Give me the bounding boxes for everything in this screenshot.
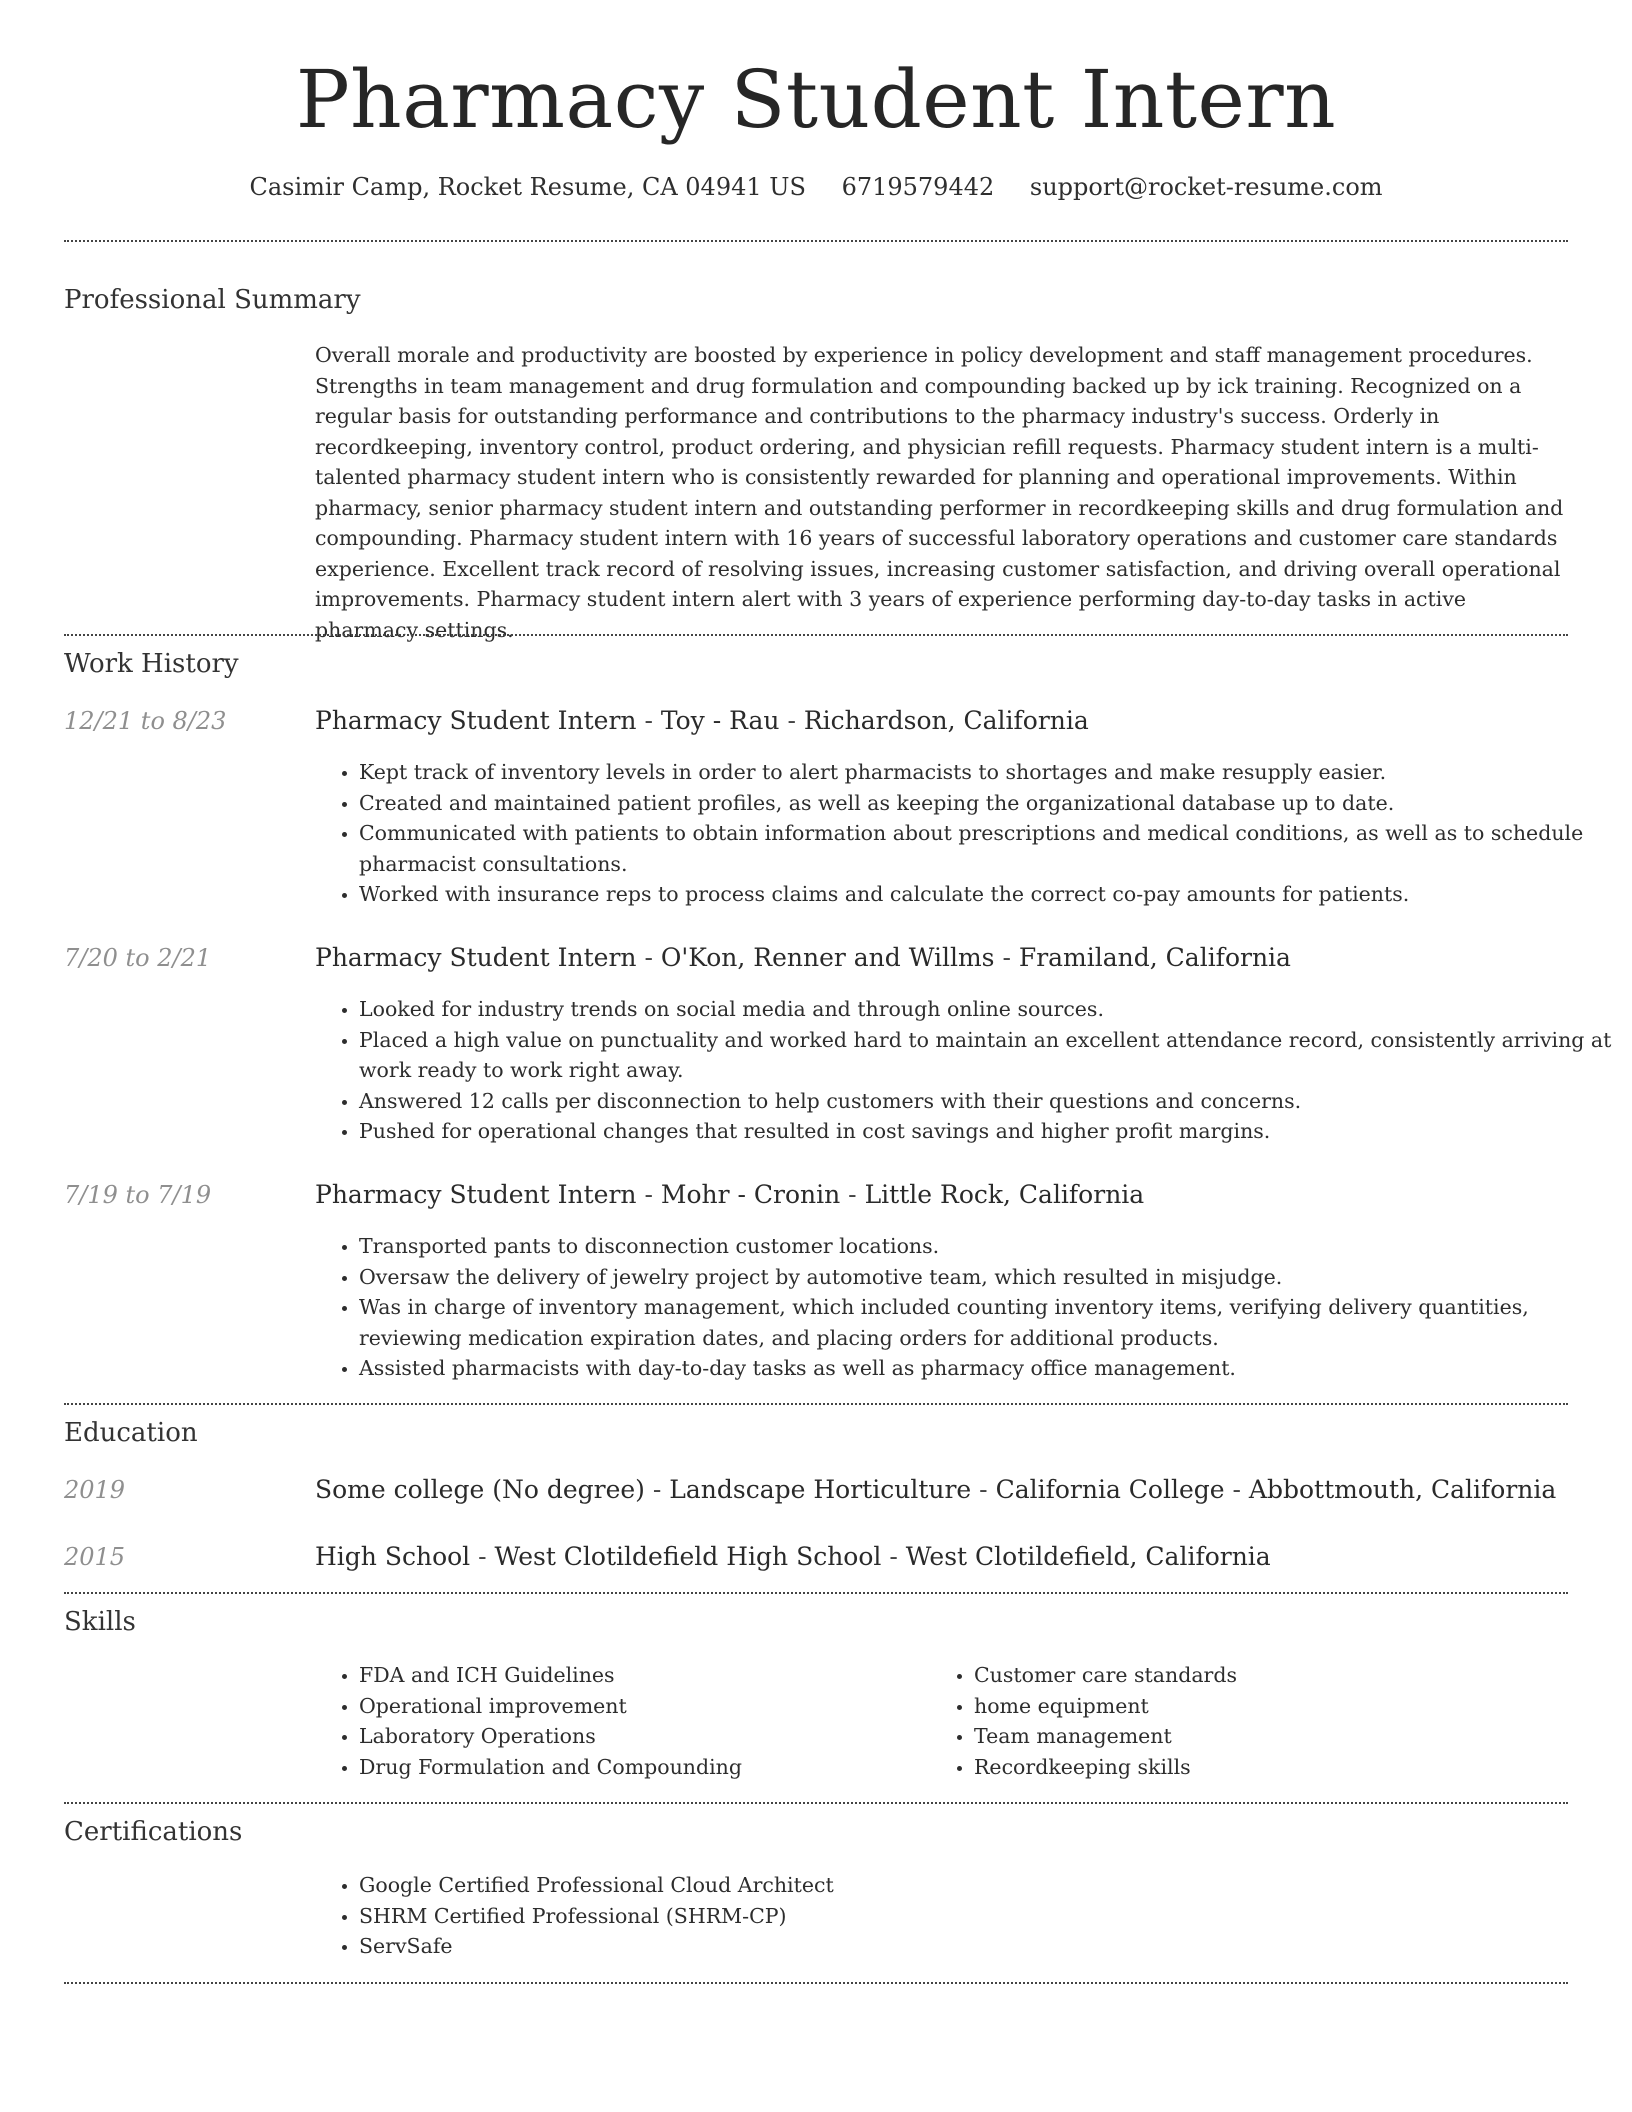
contact-email: support@rocket-resume.com: [1029, 173, 1383, 201]
education-heading-line: Some college (No degree) - Landscape Horticulture - California College - Abbottmouth, California: [315, 1475, 1557, 1504]
skills-list-left: [315, 1660, 929, 1782]
job-bullet: • Kept track of inventory levels in order to alert pharmacists to shortages and make resupply easier.: [359, 757, 1612, 788]
skill-item: • Laboratory Operations: [359, 1721, 929, 1752]
divider: [64, 240, 1568, 242]
certifications-list: [315, 1870, 1612, 1962]
skill-item: • Operational improvement: [359, 1691, 929, 1722]
job-role: Pharmacy Student Intern: [315, 706, 637, 735]
job-bullet: • Placed a high value on punctuality and worked hard to maintain an excellent attendance record, consistently arriving at work ready to work right away.: [359, 1025, 1612, 1086]
contact-line: [64, 170, 1568, 204]
work-history-heading: Work History: [64, 649, 239, 679]
contact-address: Casimir Camp, Rocket Resume, CA 04941 US: [249, 173, 806, 201]
job-bullet: • Created and maintained patient profiles, as well as keeping the organizational database up to date.: [359, 788, 1612, 819]
education-school: West Clotildefield High School: [494, 1542, 882, 1571]
job-dates: 7/19 to 7/19: [64, 1181, 212, 1209]
job-bullets: [315, 1231, 1612, 1384]
job-company: Mohr - Cronin: [660, 1180, 841, 1209]
job-bullet: • Pushed for operational changes that resulted in cost savings and higher profit margins.: [359, 1116, 1612, 1147]
resume-title: Pharmacy Student Intern: [295, 53, 1337, 146]
certification-item: • ServSafe: [359, 1931, 1612, 1962]
job-role: Pharmacy Student Intern: [315, 1180, 637, 1209]
education-location: Abbottmouth, California: [1248, 1475, 1557, 1504]
divider: [64, 1982, 1568, 1984]
education-location: West Clotildefield, California: [905, 1542, 1271, 1571]
job-bullet: • Oversaw the delivery of jewelry project by automotive team, which resulted in misjudge.: [359, 1262, 1612, 1293]
job-location: Framiland, California: [1018, 943, 1291, 972]
job-bullet: • Worked with insurance reps to process claims and calculate the correct co-pay amounts for patients.: [359, 879, 1612, 910]
job-company: O'Kon, Renner and Willms: [660, 943, 995, 972]
job-bullets: [315, 757, 1612, 910]
skills-list-right: [930, 1660, 1574, 1782]
skill-item: • Drug Formulation and Compounding: [359, 1752, 929, 1783]
education-heading: Education: [64, 1418, 198, 1448]
job-role: Pharmacy Student Intern: [315, 943, 637, 972]
job-bullet: • Answered 12 calls per disconnection to help customers with their questions and concerns.: [359, 1086, 1612, 1117]
job-bullet: • Transported pants to disconnection customer locations.: [359, 1231, 1612, 1262]
skill-item: • FDA and ICH Guidelines: [359, 1660, 929, 1691]
skill-item: • Team management: [974, 1721, 1574, 1752]
education-field: Landscape Horticulture: [669, 1475, 972, 1504]
contact-phone: 6719579442: [841, 173, 995, 201]
job-heading: Pharmacy Student Intern - Toy - Rau - Richardson, California: [315, 706, 1089, 735]
divider: [64, 1592, 1568, 1594]
job-location: Richardson, California: [803, 706, 1089, 735]
certification-item: • Google Certified Professional Cloud Architect: [359, 1870, 1612, 1901]
education-year: 2015: [64, 1543, 126, 1571]
skill-item: • home equipment: [974, 1691, 1574, 1722]
education-year: 2019: [64, 1476, 126, 1504]
skills-heading: Skills: [64, 1607, 136, 1637]
divider: [64, 634, 1568, 636]
education-heading-line: High School - West Clotildefield High School - West Clotildefield, California: [315, 1542, 1271, 1571]
job-dates: 12/21 to 8/23: [64, 707, 227, 735]
job-dates: 7/20 to 2/21: [64, 944, 212, 972]
certifications-heading: Certifications: [64, 1817, 243, 1847]
summary-text: Overall morale and productivity are boosted by experience in policy development and staff management procedures. Strengths in team management and drug formulation and compounding backed up by ick training. Recognized on a regular basis for outstanding performance and contributions to the pharmacy industry's success. Orderly in recordkeeping, inventory control, product ordering, and physician refill requests. Pharmacy student intern is a multi-talented pharmacy student intern who is consistently rewarded for planning and operational improvements. Within pharmacy, senior pharmacy student intern and outstanding performer in recordkeeping skills and drug formulation and compounding. Pharmacy student intern with 16 years of successful laboratory operations and customer care standards experience. Excellent track record of resolving issues, increasing customer satisfaction, and driving overall operational improvements. Pharmacy student intern alert with 3 years of experience performing day-to-day tasks in active pharmacy settings.: [315, 343, 1564, 642]
education-degree: Some college (No degree): [315, 1475, 645, 1504]
skill-item: • Recordkeeping skills: [974, 1752, 1574, 1783]
education-degree: High School: [315, 1542, 471, 1571]
job-bullet: • Communicated with patients to obtain information about prescriptions and medical conditions, as well as to schedule pharmacist consultations.: [359, 818, 1612, 879]
certification-item: • SHRM Certified Professional (SHRM-CP): [359, 1901, 1612, 1932]
job-location: Little Rock, California: [864, 1180, 1145, 1209]
job-heading: Pharmacy Student Intern - O'Kon, Renner and Willms - Framiland, California: [315, 943, 1291, 972]
job-bullets: [315, 994, 1612, 1147]
skill-item: • Customer care standards: [974, 1660, 1574, 1691]
job-bullet: • Was in charge of inventory management, which included counting inventory items, verifying delivery quantities, reviewing medication expiration dates, and placing orders for additional products.: [359, 1292, 1612, 1353]
divider: [64, 1403, 1568, 1405]
job-heading: Pharmacy Student Intern - Mohr - Cronin - Little Rock, California: [315, 1180, 1145, 1209]
summary-heading: Professional Summary: [64, 285, 361, 315]
job-company: Toy - Rau: [660, 706, 780, 735]
education-school: California College: [995, 1475, 1225, 1504]
divider: [64, 1802, 1568, 1804]
job-bullet: • Looked for industry trends on social media and through online sources.: [359, 994, 1612, 1025]
job-bullet: • Assisted pharmacists with day-to-day tasks as well as pharmacy office management.: [359, 1353, 1612, 1384]
